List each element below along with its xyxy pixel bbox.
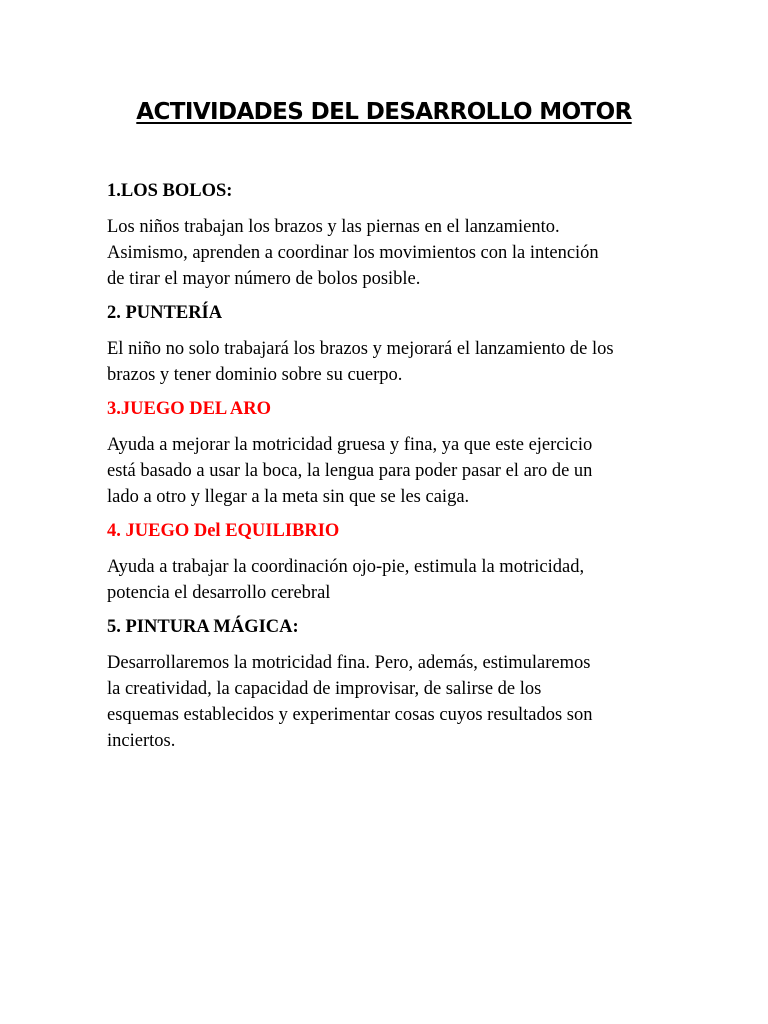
body-line: esquemas establecidos y experimentar cosas cuyos resultados son	[107, 705, 593, 725]
body-line: potencia el desarrollo cerebral	[107, 583, 331, 603]
section-heading: 2. PUNTERÍA	[107, 303, 223, 323]
section-heading: 4. JUEGO Del EQUILIBRIO	[107, 521, 340, 541]
section-juego-del-aro	[107, 396, 687, 510]
section-body	[107, 650, 687, 754]
body-line: Ayuda a mejorar la motricidad gruesa y fina, ya que este ejercicio	[107, 435, 593, 455]
section-body	[107, 432, 687, 510]
section-los-bolos	[107, 178, 687, 292]
body-line: Los niños trabajan los brazos y las piernas en el lanzamiento.	[107, 217, 560, 237]
body-line: lado a otro y llegar a la meta sin que se les caiga.	[107, 487, 470, 507]
section-pintura-magica	[107, 614, 687, 754]
body-line: El niño no solo trabajará los brazos y mejorará el lanzamiento de los	[107, 339, 614, 359]
body-line: brazos y tener dominio sobre su cuerpo.	[107, 365, 403, 385]
section-heading: 1.LOS BOLOS:	[107, 181, 233, 201]
document-content	[107, 178, 687, 762]
document-title: ACTIVIDADES DEL DESARROLLO MOTOR	[136, 99, 632, 125]
body-line: inciertos.	[107, 731, 176, 751]
section-punteria	[107, 300, 687, 388]
body-line: de tirar el mayor número de bolos posible.	[107, 269, 421, 289]
section-body	[107, 214, 687, 292]
section-body	[107, 336, 687, 388]
section-juego-del-equilibrio	[107, 518, 687, 606]
body-line: Asimismo, aprenden a coordinar los movimientos con la intención	[107, 243, 599, 263]
body-line: Ayuda a trabajar la coordinación ojo-pie, estimula la motricidad,	[107, 557, 585, 577]
section-body	[107, 554, 687, 606]
section-heading: 5. PINTURA MÁGICA:	[107, 617, 299, 637]
body-line: Desarrollaremos la motricidad fina. Pero, además, estimularemos	[107, 653, 591, 673]
body-line: la creatividad, la capacidad de improvisar, de salirse de los	[107, 679, 542, 699]
body-line: está basado a usar la boca, la lengua para poder pasar el aro de un	[107, 461, 593, 481]
section-heading: 3.JUEGO DEL ARO	[107, 399, 271, 419]
